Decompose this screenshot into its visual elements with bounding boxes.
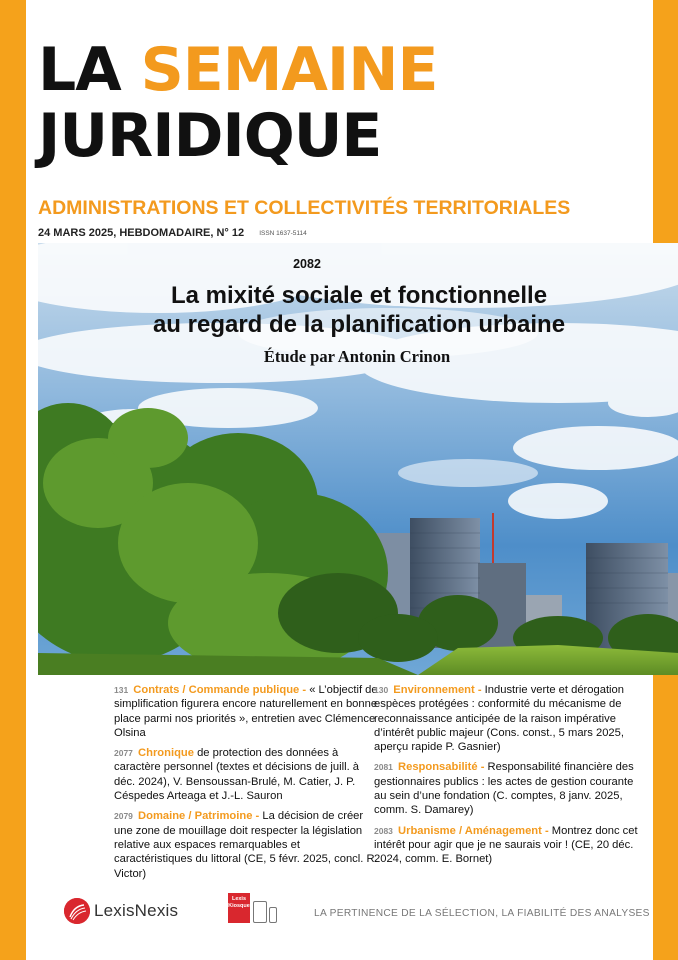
item-text: « L’objectif de simplification figurera encore naturellement en bonne place parmi nos priorités », entretien avec Clémence Olsina (114, 684, 378, 739)
item-rubric: Domaine / Patrimoine - (138, 810, 260, 823)
masthead-word-juridique: JURIDIQUE (38, 101, 382, 171)
summary-column-right (374, 683, 644, 873)
item-rubric: Responsabilité - (398, 761, 485, 774)
item-number: 2081 (374, 762, 393, 773)
item-rubric: Urbanisme / Aménagement - (398, 824, 549, 837)
kiosk-label-line1: Lexis (231, 896, 247, 902)
masthead-title-line1 (38, 35, 438, 105)
item-number: 131 (114, 685, 129, 695)
item-text: Responsabilité financière des gestionnaires publics : les actes de gestion courante au sein d’une fondation (C. comptes, 8 janv. 2025, comm. S. Damarey) (374, 761, 634, 817)
cover-title-line1: La mixité sociale et fonctionnelle (170, 282, 548, 309)
lexisnexis-emblem-icon (64, 898, 90, 924)
item-text: de protection des données à caractère personnel (textes et décisions de juill. à déc. 2024), V. Bensoussan-Brulé, M. Catier, J. P. Céspedes Arteaga et J.-L. Sauron (114, 747, 360, 803)
phone-icon (269, 907, 277, 923)
summary-item[interactable] (374, 683, 644, 754)
lexis-kiosque-badge[interactable] (228, 893, 277, 923)
cover-article-number: 2082 (293, 257, 321, 271)
item-rubric: Environnement - (393, 684, 482, 696)
publisher-name: LexisNexis (94, 901, 179, 920)
issue-dateline (38, 227, 307, 239)
item-number: 130 (374, 685, 389, 695)
cover-article-title[interactable] (64, 281, 654, 339)
summary-item[interactable] (114, 683, 379, 740)
item-number: 2077 (114, 748, 133, 759)
item-rubric: Chronique (138, 747, 194, 760)
item-rubric: Contrats / Commande publique - (133, 684, 307, 696)
summary-item[interactable] (374, 824, 644, 867)
summary-item[interactable] (114, 809, 379, 880)
summary-item[interactable] (374, 760, 644, 817)
kiosque-book-icon (228, 893, 250, 923)
cover-article-author: Étude par Antonin Crinon (263, 347, 451, 366)
publication-subtitle: ADMINISTRATIONS ET COLLECTIVITÉS TERRITORIALES (38, 197, 571, 219)
tablet-icon (253, 901, 267, 923)
summary-column-left (114, 683, 379, 887)
item-text: La décision de créer une zone de mouillage doit respecter la législation relative aux espaces remarquables et caractéristiques du littoral (CE, 5 févr. 2025, concl. R. Victor) (114, 810, 378, 880)
item-text: Industrie verte et dérogation espèces protégées : conformité du mécanisme de reconnaissance anticipée de la raison impérative d’intérêt public majeur (Cons. const., 5 mars 2025, aperçu rapide P. Gasnier) (374, 684, 624, 754)
summary-item[interactable] (114, 746, 379, 803)
cover-title-line2: au regard de la planification urbaine (152, 311, 566, 338)
item-number: 2083 (374, 825, 393, 836)
kiosk-label-line2: Kiosque (228, 903, 250, 909)
issn-number: ISSN 1637-5114 (259, 229, 307, 237)
masthead-word-semaine: SEMAINE (140, 35, 438, 105)
item-text: Montrez donc cet intérêt pour agir que je ne saurais voir ! (CE, 20 déc. 2024, comm. E. Bornet) (374, 824, 638, 866)
lexisnexis-logo[interactable] (64, 896, 178, 926)
masthead-word-la: LA (38, 35, 121, 105)
issue-date: 24 MARS 2025, HEBDOMADAIRE, N° 12 (38, 227, 245, 239)
footer-tagline: LA PERTINENCE DE LA SÉLECTION, LA FIABILITÉ DES ANALYSES (314, 908, 650, 919)
item-number: 2079 (114, 811, 133, 822)
